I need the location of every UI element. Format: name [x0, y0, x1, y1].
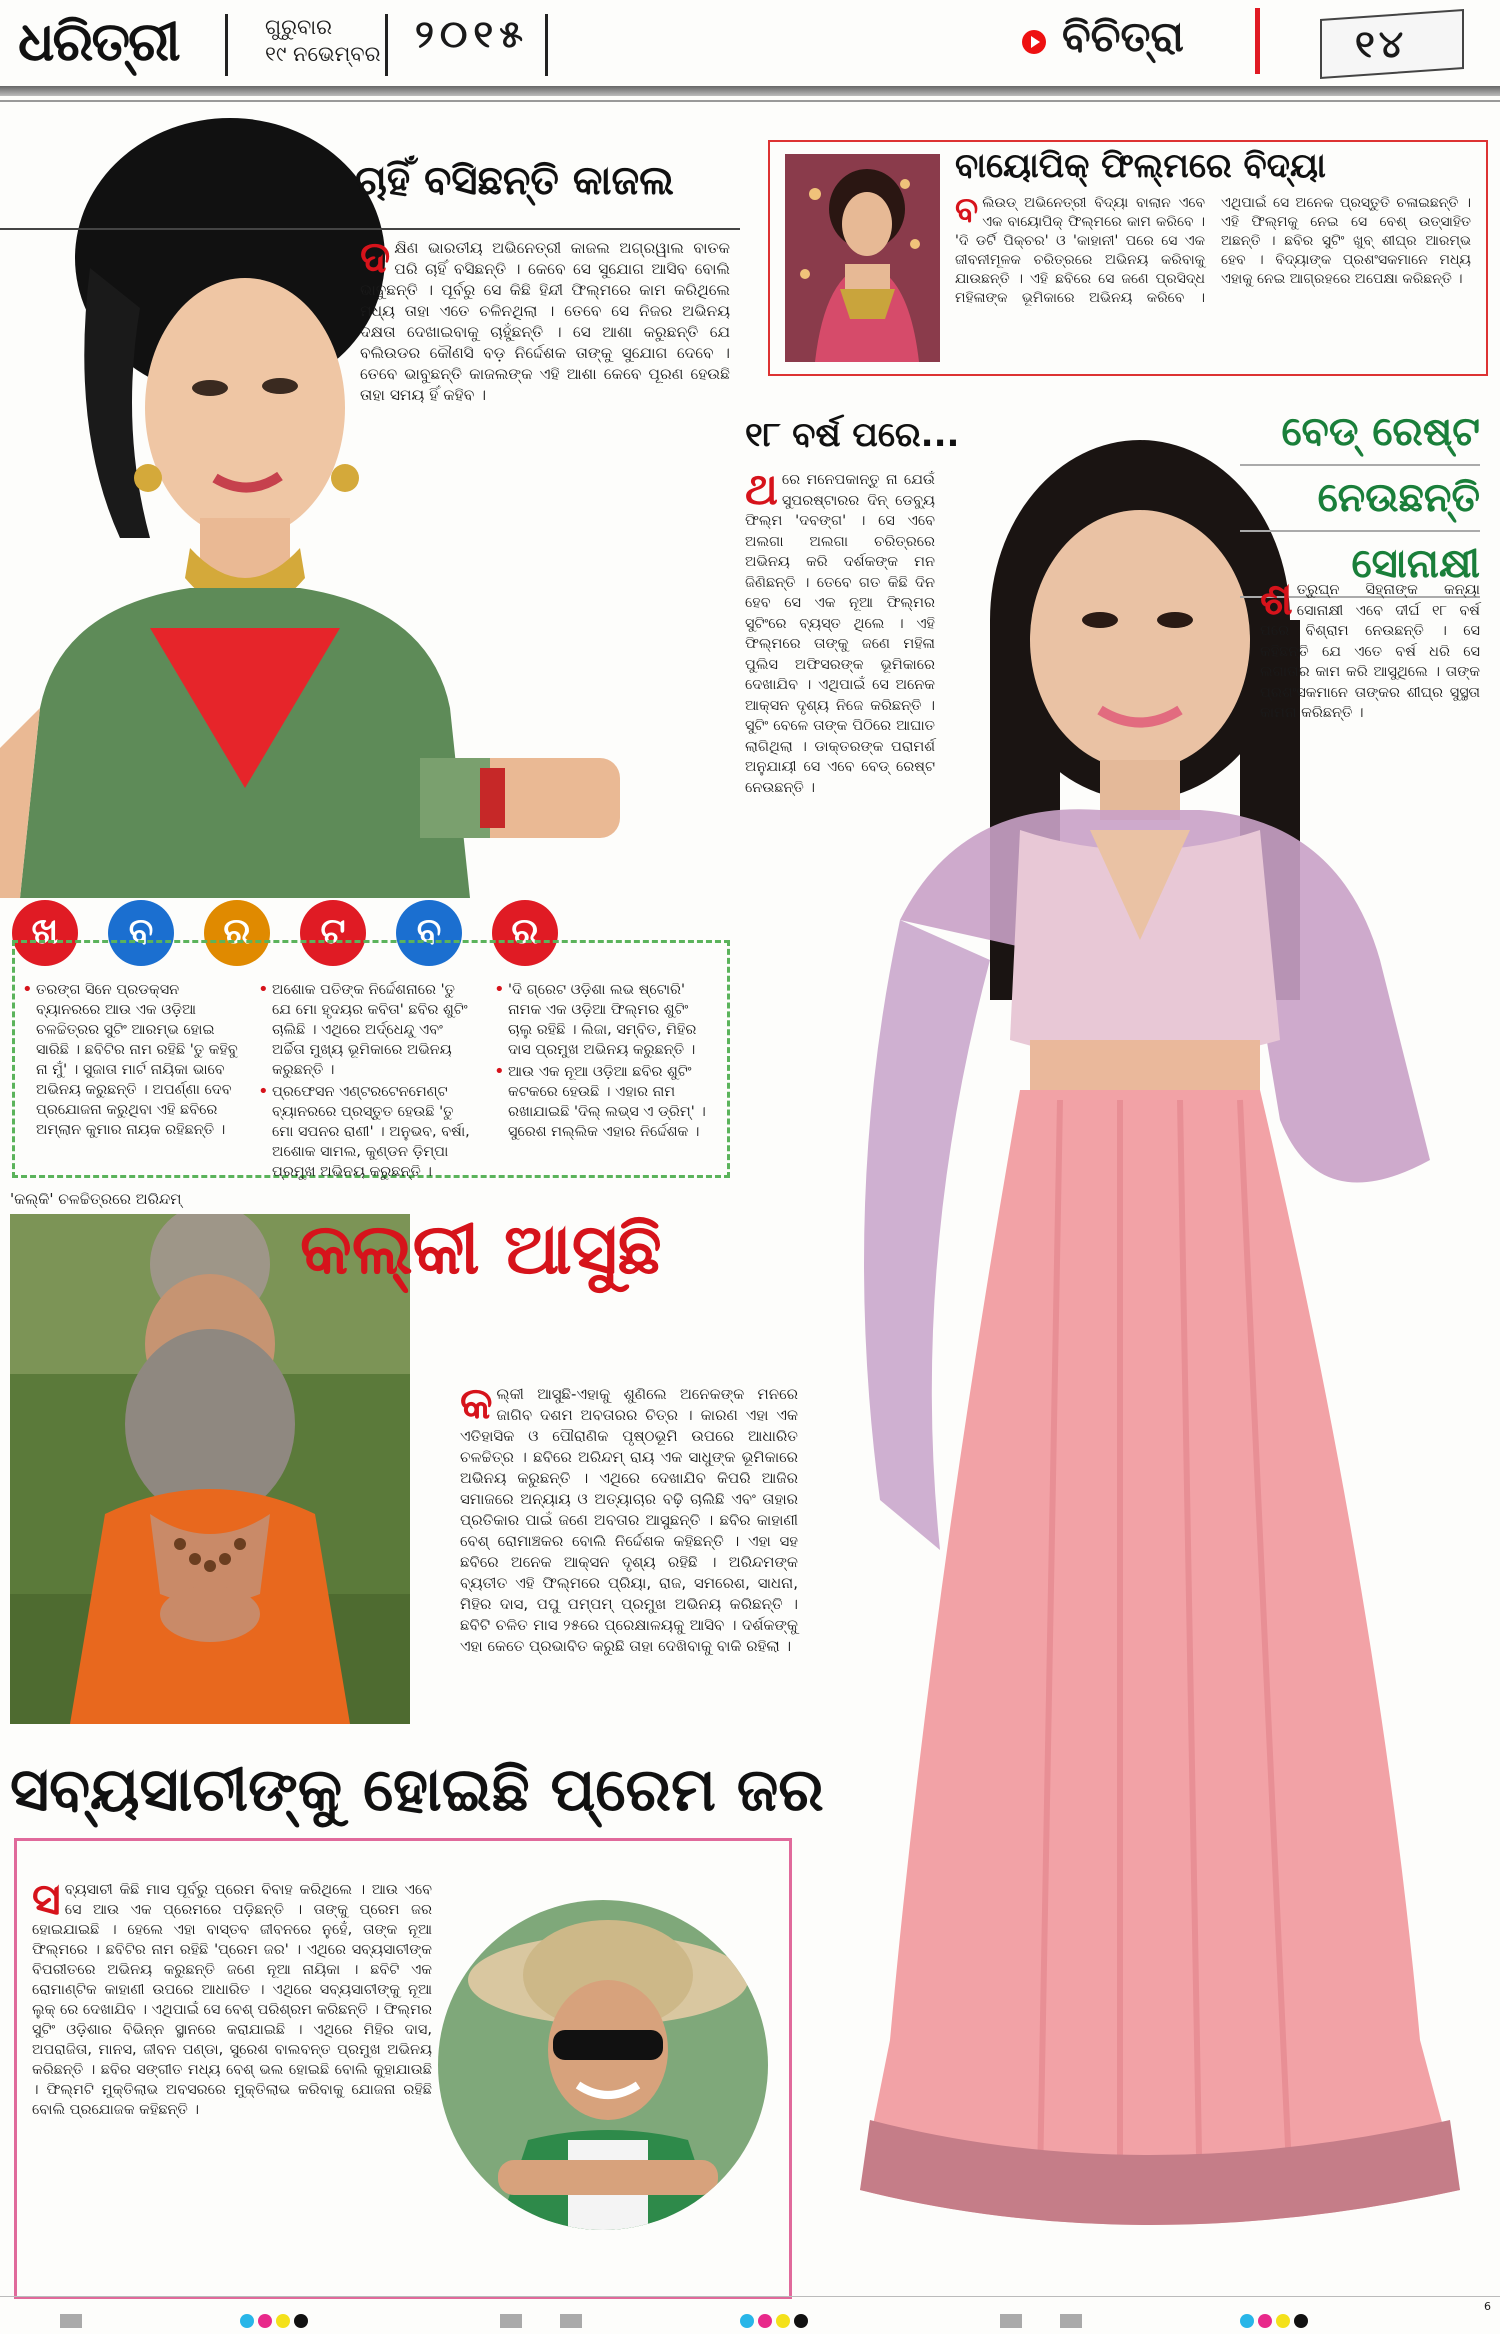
color-registration-dot: [1294, 2314, 1308, 2328]
masthead-rule: [0, 86, 1500, 96]
masthead-divider: [385, 14, 388, 76]
masthead-divider: [225, 14, 228, 76]
color-registration-dot: [276, 2314, 290, 2328]
page-mark: 6: [1484, 2300, 1491, 2313]
newspaper-logo: ଧରିତ୍ରୀ: [18, 10, 179, 73]
news-brief: • ତରଙ୍ଗ ସିନେ ପ୍ରଡକ୍ସନ ବ୍ୟାନରରେ ଆଉ ଏକ ଓଡ଼ିଆ ଚଳଚ୍ଚିତ୍ରର ସୁଟିଂ ଆରମ୍ଭ ହୋଇ ସାରିଛି । ଛବିଟିର ନାମ ରହିଛି 'ତୁ କହିବୁ ନା ମୁଁ' । ସୁଜାତା ମାର୍ଟ ନାୟିକା ଭାବେ ଅଭିନୟ କରୁଛନ୍ତି । ଅପର୍ଣ୍ଣା ଦେବ ପ୍ରଯୋଜନା କରୁଥିବା ଏହି ଛବିରେ ଅମ୍ଲାନ କୁମାର ନାୟକ ରହିଛନ୍ତି ।: [22, 980, 242, 1140]
color-registration-dot: [294, 2314, 308, 2328]
color-registration-dot: [758, 2314, 772, 2328]
grey-registration-block: [500, 2314, 522, 2328]
color-registration-dot: [794, 2314, 808, 2328]
news-brief: • ଅଶୋକ ପତିଙ୍କ ନିର୍ଦ୍ଦେଶନାରେ 'ତୁ ଯେ ମୋ ହୃଦୟର କବିତା' ଛବିର ଶୁଟିଂ ଚାଲିଛି । ଏଥିରେ ଅର୍ଦ୍ଧେନ୍ଦୁ ଏବଂ ଅର୍ଚ୍ଚିତା ମୁଖ୍ୟ ଭୂମିକାରେ ଅଭିନୟ କରୁଛନ୍ତି ।: [258, 980, 478, 1080]
color-registration-dot: [258, 2314, 272, 2328]
dropcap: ଶ: [1260, 574, 1293, 625]
masthead-day: ଗୁରୁବାର ୧୯ ନଭେମ୍ବର: [265, 15, 381, 66]
khabar-tabar-letter: ର: [204, 900, 270, 966]
dropcap: ଦ: [360, 232, 391, 283]
vidya-photo: [785, 154, 940, 362]
color-registration-dot: [776, 2314, 790, 2328]
sonakshi-headline-line-1: ବେଡ୍ ରେଷ୍ଟ: [1240, 400, 1480, 466]
color-registration-dot: [740, 2314, 754, 2328]
article-text: ଲ୍କୀ ଆସୁଛି-ଏହାକୁ ଶୁଣିଲେ ଅନେକଙ୍କ ମନରେ ଜାଗିବ ଦଶମ ଅବତାରର ଚିତ୍ର । କାରଣ ଏହା ଏକ ଏତିହାସିକ ଓ ପୌରାଣିକ ପୃଷ୍ଠଭୂମି ଉପରେ ଆଧାରିତ ଚଳଚ୍ଚିତ୍ର । ଛବିରେ ଅରିନ୍ଦମ୍ ରାୟ ଏକ ସାଧୁଙ୍କ ଭୂମିକାରେ ଅଭିନୟ କରୁଛନ୍ତି । ଏଥିରେ ଦେଖାଯିବ କିପରି ଆଜିର ସମାଜରେ ଅନ୍ୟାୟ ଓ ଅତ୍ୟାଚାର ବଢ଼ି ଚାଲିଛି ଏବଂ ତାହାର ପ୍ରତିକାର ପାଇଁ ଜଣେ ଅବତାର ଆସୁଛନ୍ତି । ଛବିର କାହାଣୀ ବେଶ୍ ରୋମାଞ୍ଚକର ବୋଲି ନିର୍ଦ୍ଦେଶକ କହିଛନ୍ତି । ଏହା ସହ ଛବିରେ ଅନେକ ଆକ୍ସନ ଦୃଶ୍ୟ ରହିଛି । ଅରିନ୍ଦମଙ୍କ ବ୍ୟତୀତ ଏହି ଫିଲ୍ମରେ ପ୍ରିୟା, ରାଜ, ସମରେଶ, ସାଧନା, ମିହିର ଦାସ, ପପୁ ପମ୍ପମ୍ ପ୍ରମୁଖ ଅଭିନୟ କରିଛନ୍ତି । ଛବିଟି ଚଳିତ ମାସ ୨୫ରେ ପ୍ରେକ୍ଷାଳୟକୁ ଆସିବ । ଦର୍ଶକଙ୍କୁ ଏହା କେତେ ପ୍ରଭାବିତ କରୁଛି ତାହା ଦେଖିବାକୁ ବାକି ରହିଲା ।: [460, 1385, 798, 1655]
khabar-col-1: [22, 980, 242, 1142]
print-registration-strip: [0, 2312, 1500, 2330]
sonakshi-headline: [1240, 400, 1480, 587]
dropcap: ଥ: [745, 464, 778, 515]
sonakshi-kicker: ୧୮ ବର୍ଷ ପରେ...: [745, 415, 960, 455]
masthead-thin-rule: [0, 100, 1500, 102]
kalki-headline: କଲ୍କୀ ଆସୁଛି: [300, 1208, 662, 1290]
color-registration-dot: [1258, 2314, 1272, 2328]
kalki-caption: 'କଲ୍କି' ଚଳଚ୍ଚିତ୍ରରେ ଅରିନ୍ଦମ୍: [10, 1190, 182, 1208]
sabyasachi-article: [32, 1874, 432, 2120]
masthead: [0, 0, 1500, 100]
color-registration-dot: [1240, 2314, 1254, 2328]
news-brief: • ପ୍ରଫେସନ ଏଣ୍ଟରଟେନମେଣ୍ଟ ବ୍ୟାନରରେ ପ୍ରସ୍ତୁତ ହେଉଛି 'ତୁ ମୋ ସପନର ରାଣୀ' । ଅନୁଭବ, ବର୍ଷା, ଅଶୋକ ସାମଲ, କୁଣ୍ଡନ ଡ଼ିମ୍ପା ପ୍ରମୁଖ ଅଭିନୟ କରୁଛନ୍ତି ।: [258, 1082, 478, 1182]
section-red-bar: [1255, 8, 1260, 74]
footer-rule: [0, 2296, 1500, 2297]
news-brief: • ଆଉ ଏକ ନୂଆ ଓଡ଼ିଆ ଛବିର ଶୁଟିଂ କଟକରେ ହେଉଛି । ଏହାର ନାମ ରଖାଯାଇଛି 'ଦିଲ୍ ଲଭ୍ସ ଏ ଡ୍ରିମ୍' । ସୁରେଶ ମଲ୍ଲିକ ଏହାର ନିର୍ଦ୍ଦେଶକ ।: [494, 1062, 714, 1142]
color-registration-dot: [1276, 2314, 1290, 2328]
news-brief: • 'ଦି ଗ୍ରେଟ ଓଡ଼ିଶା ଲଭ ଷ୍ଟୋରି' ନାମକ ଏକ ଓଡ଼ିଆ ଫିଲ୍ମର ଶୁଟିଂ ଚାଲୁ ରହିଛି । ଲିଜା, ସମ୍ବିତ, ମିହିର ଦାସ ପ୍ରମୁଖ ଅଭିନୟ କରୁଛନ୍ତି ।: [494, 980, 714, 1060]
grey-registration-block: [1060, 2314, 1082, 2328]
khabar-tabar-letter: ବ: [396, 900, 462, 966]
dropcap: ବ: [955, 190, 979, 230]
sonakshi-article-left: [745, 464, 935, 798]
khabar-tabar-letter: ର: [492, 900, 558, 966]
khabar-col-2: [258, 980, 478, 1184]
khabar-col-3: [494, 980, 714, 1144]
article-text: ଲିଉଡ୍ ଅଭିନେତ୍ରୀ ବିଦ୍ୟା ବାଲାନ ଏବେ ଏକ ବାୟୋପିକ୍ ଫିଲ୍ମରେ କାମ କରିବେ । 'ଦି ଡର୍ଟି ପିକ୍ଚର' ଓ 'କାହାନୀ' ପରେ ସେ ଏକ ଜୀବନୀମୂଳକ ଚରିତ୍ରରେ ଅଭିନୟ କରିବାକୁ ଯାଉଛନ୍ତି । ଏହି ଛବିରେ ସେ ଜଣେ ପ୍ରସିଦ୍ଧ ମହିଳାଙ୍କ ଭୂମିକାରେ ଅଭିନୟ କରିବେ । ଏଥିପାଇଁ ସେ ଅନେକ ପ୍ରସ୍ତୁତି ଚଳାଇଛନ୍ତି । ଏହି ଫିଲ୍ମକୁ ନେଇ ସେ ବେଶ୍ ଉତ୍ସାହିତ ଅଛନ୍ତି । ଛବିର ସୁଟିଂ ଖୁବ୍ ଶୀଘ୍ର ଆରମ୍ଭ ହେବ । ବିଦ୍ୟାଙ୍କ ପ୍ରଶଂସକମାନେ ମଧ୍ୟ ଏହାକୁ ନେଇ ଆଗ୍ରହରେ ଅପେକ୍ଷା କରିଛନ୍ତି ।: [955, 195, 1471, 306]
sabyasachi-photo: [438, 1900, 768, 2230]
article-text: ବ୍ୟସାଚୀ କିଛି ମାସ ପୂର୍ବରୁ ପ୍ରେମ ବିବାହ କରିଥିଲେ । ଆଉ ଏବେ ସେ ଆଉ ଏକ ପ୍ରେମରେ ପଡ଼ିଛନ୍ତି । ତାଙ୍କୁ ପ୍ରେମ ଜର ହୋଇଯାଇଛି । ହେଲେ ଏହା ବାସ୍ତବ ଜୀବନରେ ନୁହେଁ, ତାଙ୍କ ନୂଆ ଫିଲ୍ମରେ । ଛବିଟିର ନାମ ରହିଛି 'ପ୍ରେମ ଜର' । ଏଥିରେ ସବ୍ୟସାଚୀଙ୍କ ବିପରୀତରେ ଅଭିନୟ କରୁଛନ୍ତି ଜଣେ ନୂଆ ନାୟିକା । ଛବିଟି ଏକ ରୋମାଣ୍ଟିକ କାହାଣୀ ଉପରେ ଆଧାରିତ । ଏଥିରେ ସବ୍ୟସାଚୀଙ୍କୁ ନୂଆ ଲୁକ୍ ରେ ଦେଖାଯିବ । ଏଥିପାଇଁ ସେ ବେଶ୍ ପରିଶ୍ରମ କରିଛନ୍ତି । ଫିଲ୍ମର ସୁଟିଂ ଓଡ଼ିଶାର ବିଭିନ୍ନ ସ୍ଥାନରେ କରାଯାଇଛି । ଏଥିରେ ମିହିର ଦାସ, ଅପରାଜିତା, ମାନସ, ଜୀବନ ପଣ୍ଡା, ସୁରେଶ ବାଲବନ୍ତ ପ୍ରମୁଖ ଅଭିନୟ କରିଛନ୍ତି । ଛବିର ସଙ୍ଗୀତ ମଧ୍ୟ ବେଶ୍ ଭଲ ହୋଇଛି ବୋଲି କୁହାଯାଉଛି । ଫିଲ୍ମଟି ମୁକ୍ତିଲାଭ ଅବସରରେ ମୁକ୍ତିଲାଭ କରିବାକୁ ଯୋଜନା ରହିଛି ବୋଲି ପ୍ରଯୋଜକ କହିଛନ୍ତି ।: [32, 1882, 432, 2118]
kalki-article: [460, 1378, 798, 1657]
sonakshi-headline-line-2: ନେଉଛନ୍ତି: [1240, 466, 1480, 532]
khabar-tabar-letter: ବ: [108, 900, 174, 966]
grey-registration-block: [60, 2314, 82, 2328]
sonakshi-headline-line-3: ସୋନାକ୍ଷୀ: [1240, 532, 1480, 598]
masthead-divider: [545, 14, 548, 76]
kajal-article: [360, 232, 730, 406]
grey-registration-block: [560, 2314, 582, 2328]
article-text: କ୍ଷିଣ ଭାରତୀୟ ଅଭିନେତ୍ରୀ କାଜଲ ଅଗ୍ରୱାଲ ବାତକ ପରି ଚାହିଁ ବସିଛନ୍ତି । କେବେ ସେ ସୁଯୋଗ ଆସିବ ବୋଲି ଭାବୁଛନ୍ତି । ପୂର୍ବରୁ ସେ କିଛି ହିନ୍ଦୀ ଫିଲ୍ମରେ କାମ କରିଥିଲେ ମଧ୍ୟ ତାହା ଏତେ ଚଳିନଥିଲା । ତେବେ ସେ ନିଜର ଅଭିନୟ ଦକ୍ଷତା ଦେଖାଇବାକୁ ଚାହୁଁଛନ୍ତି । ସେ ଆଶା କରୁଛନ୍ତି ଯେ ବଲିଉଡର କୌଣସି ବଡ଼ ନିର୍ଦ୍ଦେଶକ ତାଙ୍କୁ ସୁଯୋଗ ଦେବେ । ତେବେ ଭାବୁଛନ୍ତି କାଜଲଙ୍କ ଏହି ଆଶା କେବେ ପୂରଣ ହେଉଛି ତାହା ସମୟ ହିଁ କହିବ ।: [360, 239, 730, 404]
vidya-headline: ବାୟୋପିକ୍ ଫିଲ୍ମରେ ବିଦ୍ୟା: [955, 146, 1326, 186]
masthead-year: ୨୦୧୫: [415, 12, 529, 56]
page-number: ୧୪: [1355, 22, 1408, 66]
dropcap: କ: [460, 1378, 493, 1429]
khabar-tabar-letter: ଖ: [12, 900, 78, 966]
kajal-rule: [0, 228, 740, 230]
kajal-photo: [0, 108, 640, 898]
sabyasachi-headline: ସବ୍ୟସାଚୀଙ୍କୁ ହୋଇଛି ପ୍ରେମ ଜର: [10, 1755, 824, 1825]
dropcap: ସ: [32, 1874, 61, 1925]
play-icon: [1022, 30, 1046, 54]
article-text: ରେ ମନେପକାନ୍ତୁ ନା ଯେଉଁ ସୁପରଷ୍ଟାରର ଦିନ୍ ଡେବ୍ୟୁ ଫିଲ୍ମ 'ଦବଙ୍ଗ' । ସେ ଏବେ ଅଲଗା ଅଲଗା ଚରିତ୍ରରେ ଅଭିନୟ କରି ଦର୍ଶକଙ୍କ ମନ ଜିଣିଛନ୍ତି । ତେବେ ଗତ କିଛି ଦିନ ହେବ ସେ ଏକ ନୂଆ ଫିଲ୍ମର ସୁଟିଂରେ ବ୍ୟସ୍ତ ଥିଲେ । ଏହି ଫିଲ୍ମରେ ତାଙ୍କୁ ଜଣେ ମହିଳା ପୁଲିସ ଅଫିସରଙ୍କ ଭୂମିକାରେ ଦେଖାଯିବ । ଏଥିପାଇଁ ସେ ଅନେକ ଆକ୍ସନ ଦୃଶ୍ୟ ନିଜେ କରିଛନ୍ତି । ସୁଟିଂ ବେଳେ ତାଙ୍କ ପିଠିରେ ଆଘାତ ଲାଗିଥିଲା । ଡାକ୍ତରଙ୍କ ପରାମର୍ଶ ଅନୁଯାୟୀ ସେ ଏବେ ବେଡ୍ ରେଷ୍ଟ ନେଉଛନ୍ତି ।: [745, 472, 935, 796]
article-text: ତ୍ରୁଘ୍ନ ସିହ୍ନାଙ୍କ କନ୍ୟା ସୋନାକ୍ଷୀ ଏବେ ଦୀର୍ଘ ୧୮ ବର୍ଷ ପରେ ବିଶ୍ରାମ ନେଉଛନ୍ତି । ସେ କହିଛନ୍ତି ଯେ ଏତେ ବର୍ଷ ଧରି ସେ ଲଗାତାର କାମ କରି ଆସୁଥିଲେ । ତାଙ୍କ ପ୍ରଶଂସକମାନେ ତାଙ୍କର ଶୀଘ୍ର ସୁସ୍ଥତା କାମନା କରିଛନ୍ତି ।: [1260, 582, 1480, 721]
section-name: ବିଚିତ୍ରା: [1062, 12, 1184, 61]
sonakshi-article-right: [1260, 574, 1480, 724]
color-registration-dot: [240, 2314, 254, 2328]
kajal-headline: ଚାହିଁ ବସିଛନ୍ତି କାଜଲ: [355, 158, 674, 204]
khabar-tabar-letter: ଟ: [300, 900, 366, 966]
grey-registration-block: [1000, 2314, 1022, 2328]
vidya-article: [955, 190, 1471, 308]
